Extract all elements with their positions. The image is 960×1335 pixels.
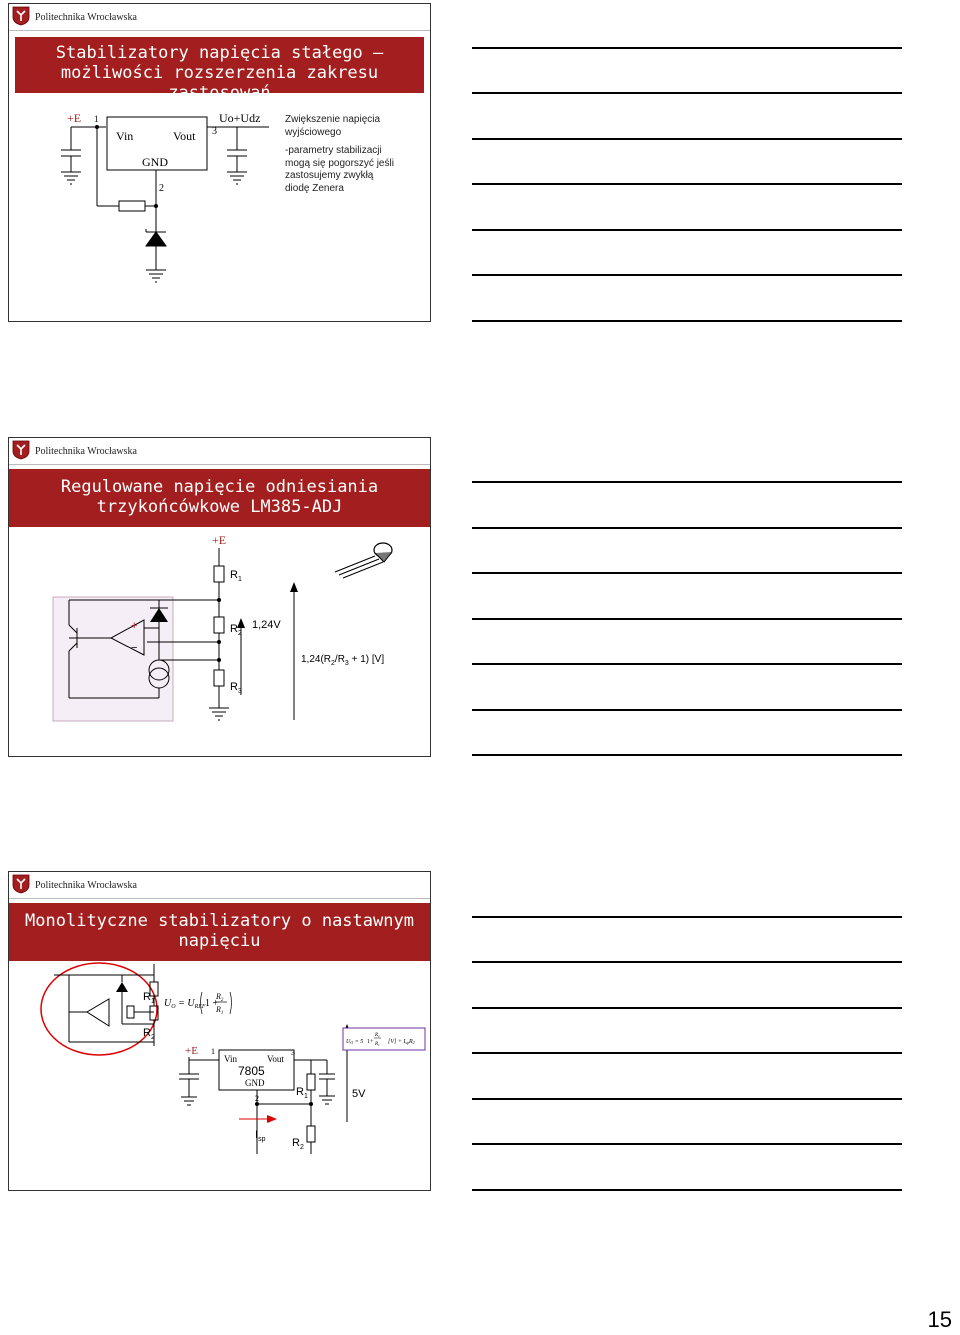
note-line	[472, 481, 902, 483]
pin2-label: 2	[255, 1094, 259, 1103]
caption-line: wyjściowego	[285, 126, 342, 138]
note-line	[472, 138, 902, 140]
note-line	[472, 618, 902, 620]
output-label: Uo+Udz	[219, 111, 261, 125]
pin1-label: 1	[94, 114, 99, 124]
vout-formula: $1,24(R_2/R_3 + 1)$ [V]	[301, 654, 385, 667]
note-line	[472, 320, 902, 322]
note-line	[472, 183, 902, 185]
supply-label: +E	[67, 111, 82, 125]
r3-label: $R_3$	[230, 681, 242, 695]
institution-name: Politechnika Wrocławska	[35, 12, 137, 23]
slide-title: Regulowane napięcie odniesiania trzykońcówkowe LM385-ADJ	[9, 469, 430, 527]
caption-line: Zwiększenie napięcia	[285, 114, 381, 125]
slide-header	[9, 4, 430, 31]
uo-formula	[164, 992, 232, 1016]
formula-r2: $R_2$	[216, 992, 224, 1003]
slide-title: Stabilizatory napięcia stałego – możliwości rozszerzenia zakresu zastosowań	[15, 37, 424, 93]
note-line	[472, 1098, 902, 1100]
institution-name: Politechnika Wrocławska	[35, 446, 137, 457]
note-line	[472, 961, 902, 963]
svg-text:UO = UREF: $U_O = U_{REF}$	[164, 998, 206, 1010]
note-line	[472, 1189, 902, 1191]
vout-label: Vout	[173, 129, 196, 143]
vin-label: Vin	[116, 129, 134, 143]
pin3-label: 3	[291, 1048, 295, 1057]
svg-text:R2: $R_2$	[375, 1033, 380, 1038]
note-line	[472, 47, 902, 49]
svg-text:UO = 5: UO = 5	[346, 1039, 364, 1045]
supply-label: +E	[185, 1045, 198, 1057]
crest-icon	[12, 6, 30, 26]
isp-label: $I_{sp}$	[255, 1129, 266, 1143]
to92-package-icon	[335, 543, 392, 578]
pin1-label: 1	[211, 1047, 215, 1056]
r1-label: $R_1$	[143, 991, 155, 1005]
lm385-circuit	[9, 520, 430, 760]
gnd-label: GND	[142, 155, 168, 169]
caption-line: -parametry stabilizacji	[285, 145, 382, 156]
slide-caption	[285, 114, 425, 195]
output-formula-box	[343, 1028, 425, 1050]
slide-3	[8, 871, 431, 1191]
r1-output-label: $R_1$	[296, 1086, 308, 1100]
highlight-circle	[41, 963, 157, 1055]
note-line	[472, 663, 902, 665]
svg-text:1+: 1+	[367, 1039, 374, 1045]
five-volt-label: 5V	[352, 1088, 366, 1100]
slide-header	[9, 872, 430, 899]
caption-line: diodę Zenera	[285, 182, 344, 194]
note-line	[472, 1052, 902, 1054]
r1-label: $R_1$	[230, 569, 242, 583]
pin2-label: 2	[159, 183, 164, 194]
crest-icon	[12, 440, 30, 460]
caption-line: zastosujemy zwykłą	[285, 170, 374, 181]
r2-label: $R_2$	[230, 623, 242, 637]
part-number: 7805	[238, 1064, 265, 1078]
adjustable-regulator-circuit	[9, 954, 430, 1194]
caption-line: mogą się pogorszyć jeśli	[285, 157, 394, 169]
page-number: 15	[927, 1307, 952, 1332]
pin3-label: 3	[212, 126, 217, 137]
svg-text:1 +: 1 +	[205, 998, 219, 1009]
note-line	[472, 754, 902, 756]
vin-label: Vin	[224, 1054, 237, 1064]
svg-text:[V] + IspR2: [V] + IspR2	[388, 1039, 415, 1045]
note-line	[472, 274, 902, 276]
vref-label: 1,24V	[252, 619, 281, 631]
slide-2	[8, 437, 431, 757]
supply-label: +E	[212, 533, 227, 547]
note-line	[472, 572, 902, 574]
crest-icon	[12, 874, 30, 894]
note-line	[472, 1143, 902, 1145]
minus-sign: −	[131, 642, 138, 654]
r2-label: $R_2$	[143, 1027, 155, 1041]
svg-text:R1: $R_1$	[375, 1042, 380, 1047]
slide-header	[9, 438, 430, 465]
note-line	[472, 1007, 902, 1009]
slide-1	[8, 3, 431, 322]
note-line	[472, 916, 902, 918]
plus-sign: +	[131, 620, 138, 632]
note-line	[472, 527, 902, 529]
institution-name: Politechnika Wrocławska	[35, 880, 137, 891]
note-line	[472, 229, 902, 231]
gnd-label: GND	[245, 1078, 265, 1088]
r2-output-label: $R_2$	[292, 1137, 304, 1151]
slide-title: Monolityczne stabilizatory o nastawnym napięciu	[9, 903, 430, 961]
note-line	[472, 709, 902, 711]
vout-label: Vout	[267, 1054, 284, 1064]
formula-r1: $R_1$	[216, 1005, 224, 1016]
note-line	[472, 92, 902, 94]
